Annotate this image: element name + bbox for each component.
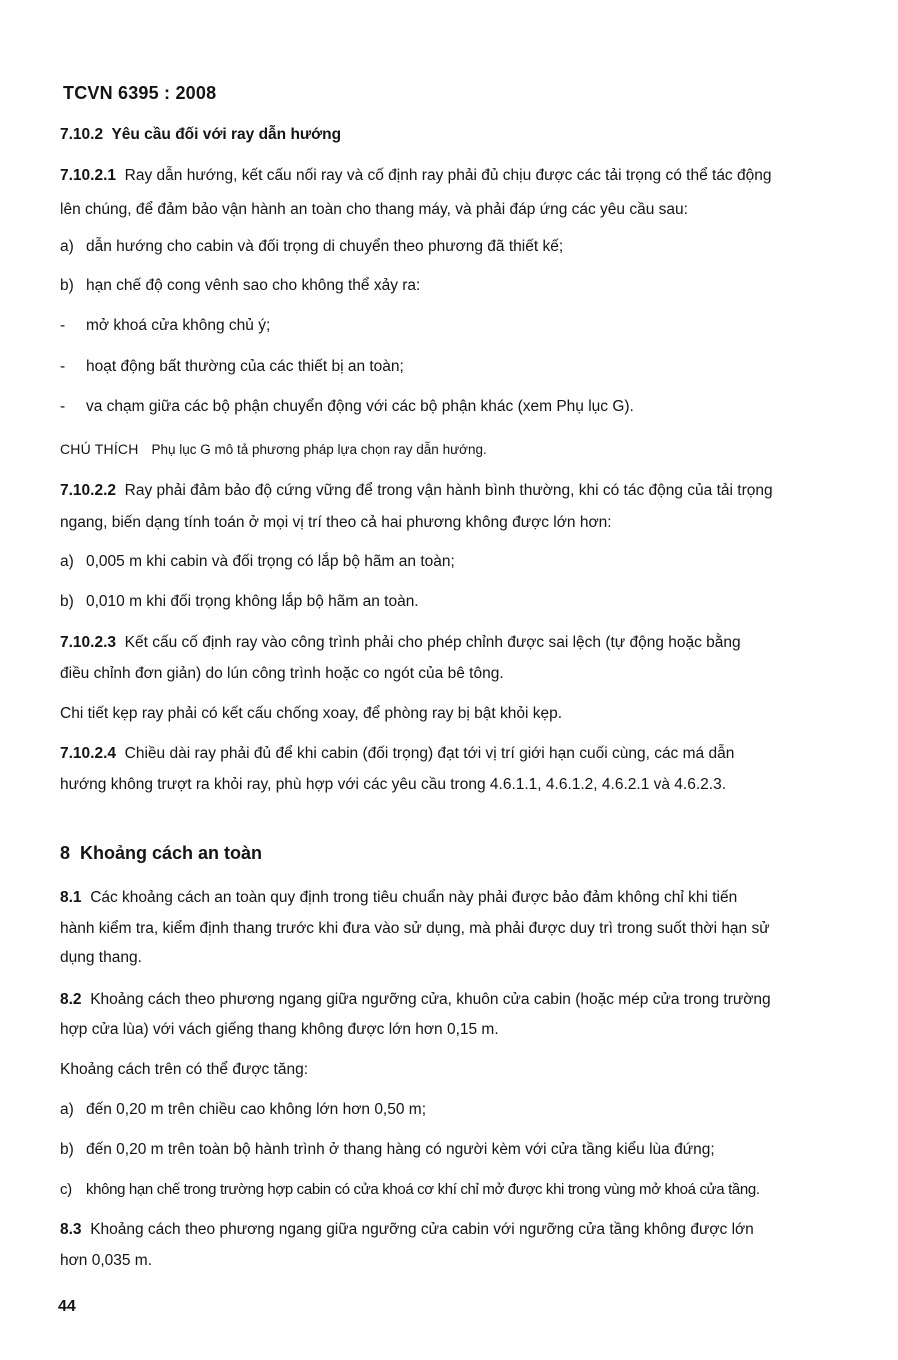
section-number: 8 [60, 843, 71, 863]
list-item-text: đến 0,20 m trên toàn bộ hành trình ở thang hàng có người kèm với cửa tầng kiểu lùa đứng; [86, 1141, 715, 1158]
dash-item-2 [60, 357, 858, 377]
clause-text-line: hợp cửa lùa) với vách giếng thang không được lớn hơn 0,15 m. [60, 1021, 499, 1038]
clause-8-1-cont [60, 919, 858, 939]
clause-text-line: hành kiểm tra, kiểm định thang trước khi đưa vào sử dụng, mà phải được duy trì trong suốt thời hạn sử [60, 920, 770, 937]
section-title: Yêu cầu đối với ray dẫn hướng [111, 126, 342, 143]
clause-text-line: Ray phải đảm bảo độ cứng vững để trong vận hành bình thường, khi có tác động của tải trọng [124, 482, 773, 499]
clause-text-line: ngang, biến dạng tính toán ở mọi vị trí theo cả hai phương không được lớn hơn: [60, 514, 612, 531]
clause-8-1-cont2 [60, 948, 858, 968]
list-marker: a) [60, 553, 74, 570]
dash-item-3 [60, 397, 858, 417]
clause-7-10-2-3-cont [60, 664, 858, 684]
clause-text-line: Ray dẫn hướng, kết cấu nối ray và cố định ray phải đủ chịu được các tải trọng có thể tác động [124, 167, 772, 184]
clause-7-10-2-3 [60, 633, 858, 653]
clause-number: 7.10.2.2 [60, 482, 117, 499]
section-number: 7.10.2 [60, 126, 104, 143]
page-number: 44 [58, 1298, 76, 1315]
clause-text-line: lên chúng, để đảm bảo vận hành an toàn cho thang máy, và phải đáp ứng các yêu cầu sau: [60, 201, 688, 218]
list-marker: b) [60, 593, 74, 610]
clause-text-line: dụng thang. [60, 949, 142, 966]
clause-number: 8.3 [60, 1221, 82, 1238]
clause-number: 7.10.2.1 [60, 167, 117, 184]
clause-text-line: Khoảng cách theo phương ngang giữa ngưỡng cửa cabin với ngưỡng cửa tầng không được lớn [90, 1221, 754, 1238]
dash-item-1 [60, 316, 858, 336]
dash-marker: - [60, 317, 66, 334]
list-item-text: hạn chế độ cong vênh sao cho không thể xảy ra: [86, 277, 421, 294]
clause-number: 8.1 [60, 889, 82, 906]
clause-8-2-para2 [60, 1060, 858, 1080]
clause-text-line: Chiều dài ray phải đủ để khi cabin (đối trọng) đạt tới vị trí giới hạn cuối cùng, các má dẫn [124, 745, 735, 762]
clause-7-10-2-4-cont [60, 775, 858, 795]
note-label: CHÚ THÍCH [60, 441, 139, 457]
list-marker: a) [60, 1101, 74, 1118]
clause-7-10-2-2-cont [60, 513, 858, 533]
clause-text-line: Khoảng cách theo phương ngang giữa ngưỡng cửa, khuôn cửa cabin (hoặc mép cửa trong trường [90, 991, 771, 1008]
paragraph-text: Chi tiết kẹp ray phải có kết cấu chống xoay, để phòng ray bị bật khỏi kẹp. [60, 705, 563, 722]
list-marker: b) [60, 1141, 74, 1158]
clause-8-2-cont [60, 1020, 858, 1040]
list-item-b [60, 1140, 858, 1160]
clause-text-line: điều chỉnh đơn giản) do lún công trình hoặc co ngót của bê tông. [60, 665, 504, 682]
standard-header: TCVN 6395 : 2008 [63, 83, 217, 103]
list-marker: c) [60, 1181, 72, 1198]
list-item-text: 0,005 m khi cabin và đối trọng có lắp bộ hãm an toàn; [86, 553, 455, 570]
clause-8-1 [60, 888, 858, 908]
dash-marker: - [60, 358, 66, 375]
dash-item-text: mở khoá cửa không chủ ý; [86, 317, 271, 334]
clause-7-10-2-4 [60, 744, 858, 764]
clause-number: 8.2 [60, 991, 82, 1008]
clause-8-2 [60, 990, 858, 1010]
clause-7-10-2-2 [60, 481, 858, 501]
list-item-a [60, 237, 858, 257]
clause-8-3 [60, 1220, 858, 1240]
note [60, 440, 858, 460]
list-item-text: không hạn chế trong trường hợp cabin có cửa khoá cơ khí chỉ mở được khi trong vùng mở khoá cửa tầng. [86, 1181, 760, 1198]
list-marker: b) [60, 277, 74, 294]
dash-marker: - [60, 398, 66, 415]
dash-item-text: hoạt động bất thường của các thiết bị an toàn; [86, 358, 404, 375]
list-item-text: dẫn hướng cho cabin và đối trọng di chuyển theo phương đã thiết kế; [86, 238, 564, 255]
heading-7-10-2 [60, 125, 858, 145]
list-item-text: 0,010 m khi đối trọng không lắp bộ hãm an toàn. [86, 593, 419, 610]
clause-number: 7.10.2.3 [60, 634, 117, 651]
clause-text-line: hướng không trượt ra khỏi ray, phù hợp với các yêu cầu trong 4.6.1.1, 4.6.1.2, 4.6.2.1 và 4.6.2.3. [60, 776, 727, 793]
list-item-a [60, 1100, 858, 1120]
paragraph-text: Khoảng cách trên có thể được tăng: [60, 1061, 309, 1078]
clause-7-10-2-3-para2 [60, 704, 858, 724]
dash-item-text: va chạm giữa các bộ phận chuyển động với các bộ phận khác (xem Phụ lục G). [86, 398, 634, 415]
clause-7-10-2-1-cont [60, 200, 858, 220]
heading-section-8 [60, 842, 858, 865]
list-item-c [60, 1180, 858, 1199]
clause-text-line: hơn 0,035 m. [60, 1252, 153, 1269]
note-text: Phụ lục G mô tả phương pháp lựa chọn ray dẫn hướng. [151, 442, 487, 457]
clause-7-10-2-1 [60, 166, 858, 186]
clause-number: 7.10.2.4 [60, 745, 117, 762]
list-item-b [60, 592, 858, 612]
list-item-text: đến 0,20 m trên chiều cao không lớn hơn 0,50 m; [86, 1101, 427, 1118]
clause-text-line: Kết cấu cố định ray vào công trình phải cho phép chỉnh được sai lệch (tự động hoặc bằng [124, 634, 741, 651]
clause-8-3-cont [60, 1251, 858, 1271]
clause-text-line: Các khoảng cách an toàn quy định trong tiêu chuẩn này phải được bảo đảm không chỉ khi tiến [90, 889, 738, 906]
section-title: Khoảng cách an toàn [80, 843, 263, 863]
list-item-a [60, 552, 858, 572]
list-item-b [60, 276, 858, 296]
list-marker: a) [60, 238, 74, 255]
